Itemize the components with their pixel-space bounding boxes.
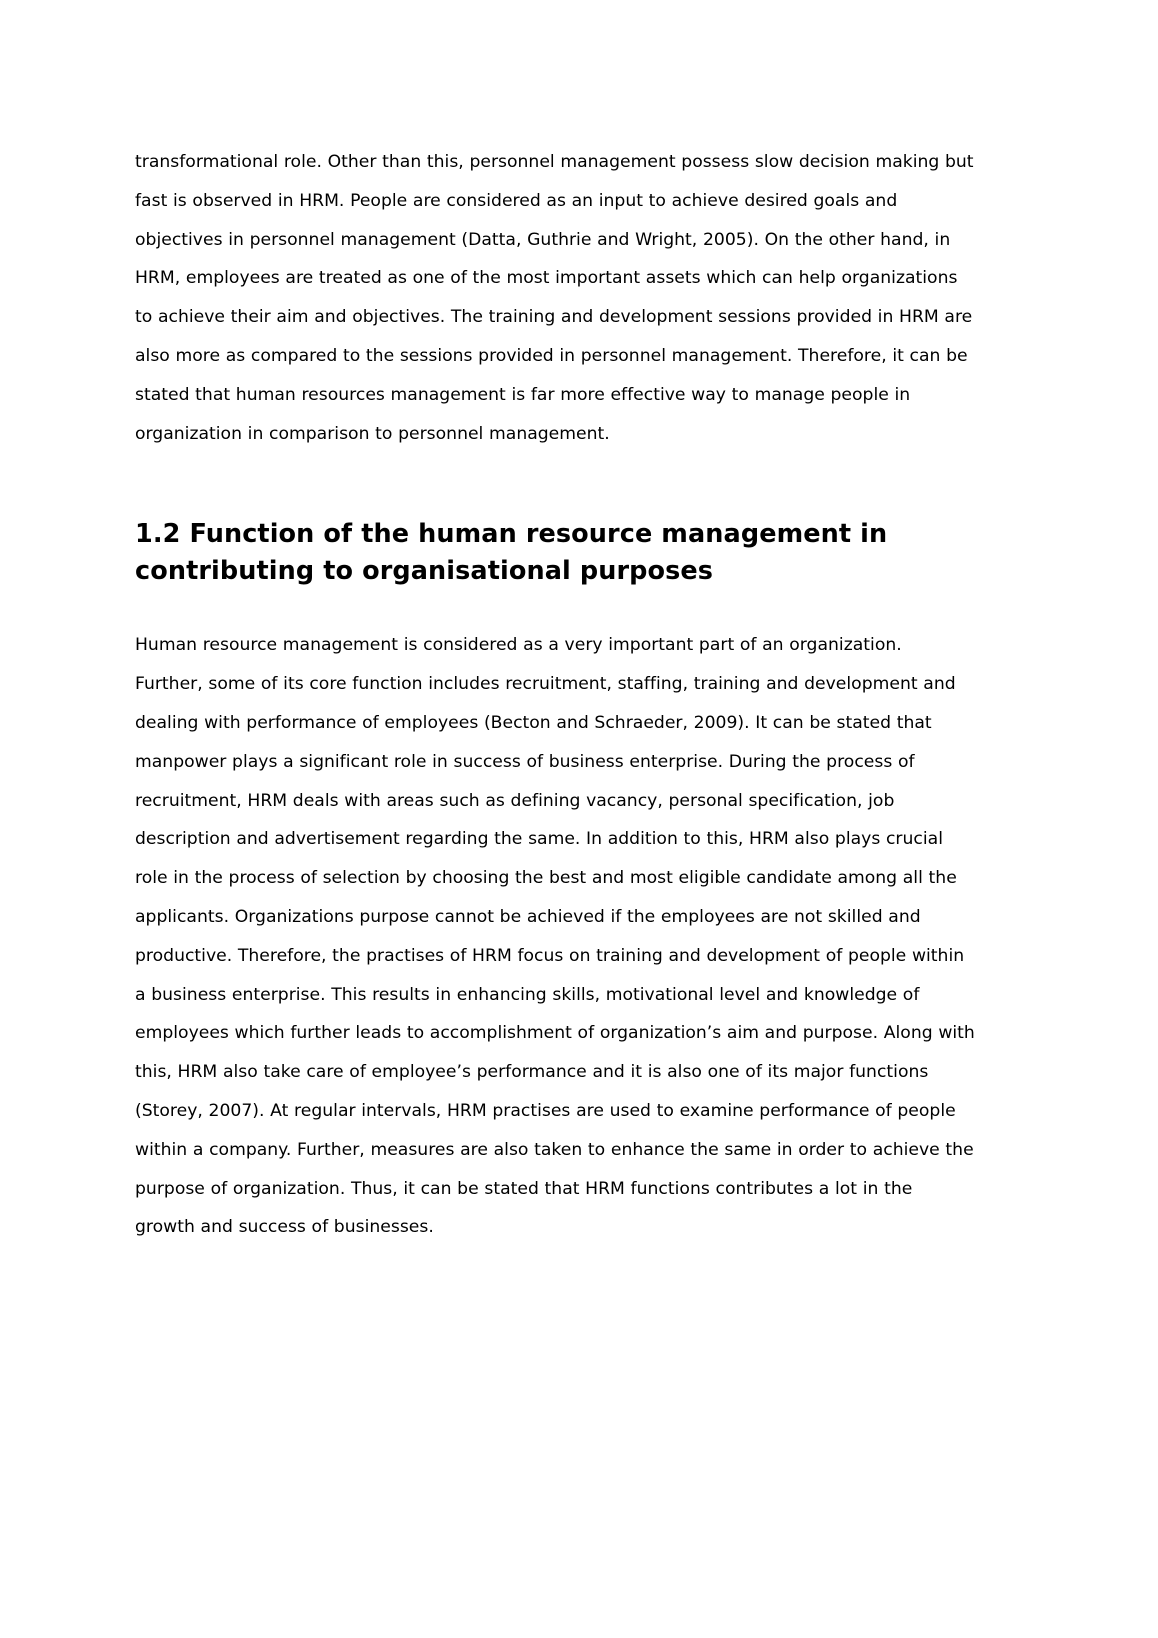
document-content <box>135 143 975 1247</box>
paragraph-hrm-functions: Human resource management is considered as a very important part of an organization. Further, some of its core function includes recruitment, staffing, training and development and dealing with performance of employees (Becton and Schraeder, 2009). It can be stated that manpower plays a significant role in success of business enterprise. During the process of recruitment, HRM deals with areas such as defining vacancy, personal specification, job description and advertisement regarding the same. In addition to this, HRM also plays crucial role in the process of selection by choosing the best and most eligible candidate among all the applicants. Organizations purpose cannot be achieved if the employees are not skilled and productive. Therefore, the practises of HRM focus on training and development of people within a business enterprise. This results in enhancing skills, motivational level and knowledge of employees which further leads to accomplishment of organization’s aim and purpose. Along with this, HRM also take care of employee’s performance and it is also one of its major functions (Storey, 2007). At regular intervals, HRM practises are used to examine performance of people within a company. Further, measures are also taken to enhance the same in order to achieve the purpose of organization. Thus, it can be stated that HRM functions contributes a lot in the growth and success of businesses. <box>135 635 975 1238</box>
heading-spacer-top <box>135 453 975 516</box>
paragraph-continuation: transformational role. Other than this, personnel management possess slow decision making but fast is observed in HRM. People are considered as an input to achieve desired goals and objectives in personnel management (Datta, Guthrie and Wright, 2005). On the other hand, in HRM, employees are treated as one of the most important assets which can help organizations to achieve their aim and objectives. The training and development sessions provided in HRM are also more as compared to the sessions provided in personnel management. Therefore, it can be stated that human resources management is far more effective way to manage people in organization in comparison to personnel management. <box>135 152 974 444</box>
heading-spacer-bottom <box>135 590 975 626</box>
section-heading-1-2: 1.2 Function of the human resource management in contributing to organisational purposes <box>135 519 888 587</box>
